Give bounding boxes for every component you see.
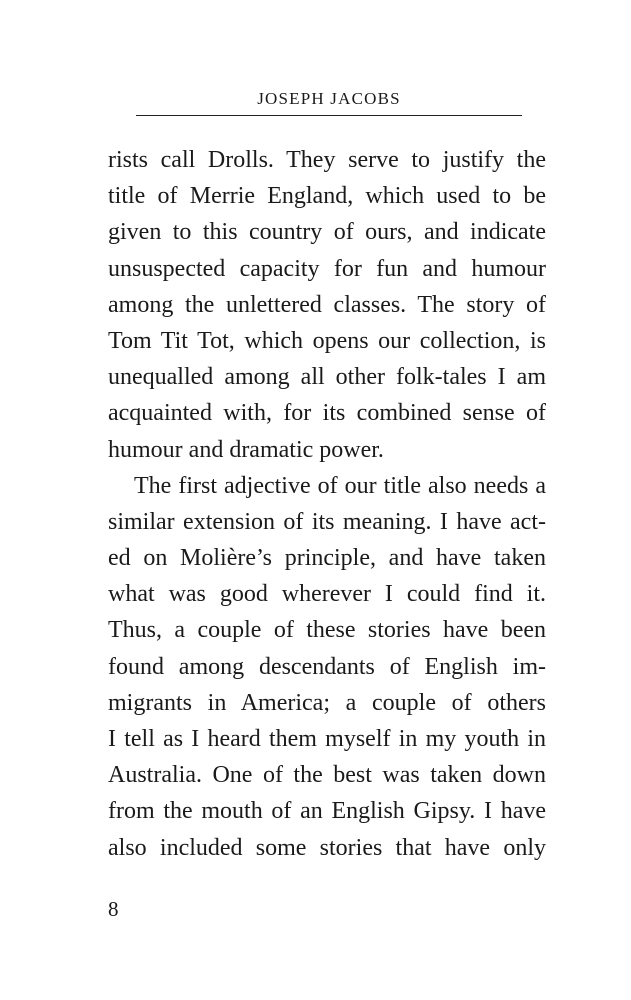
text-line: from the mouth of an English Gipsy. I have: [108, 798, 546, 825]
paragraph-first-line: The first adjective of our title also needs a: [134, 472, 546, 499]
running-head: JOSEPH JACOBS: [257, 89, 401, 108]
text-line: unequalled among all other folk-tales I am: [108, 364, 546, 391]
text-line: I tell as I heard them myself in my youth in: [108, 726, 546, 752]
text-line: migrants in America; a couple of others: [108, 689, 546, 716]
text-line: found among descendants of English im-: [108, 653, 546, 680]
text-line: what was good wherever I could find it.: [108, 581, 546, 608]
header-rule: [136, 115, 522, 116]
text-line: title of Merrie England, which used to be: [108, 183, 546, 210]
text-line: unsuspected capacity for fun and humour: [108, 255, 546, 282]
text-line: given to this country of ours, and indicate: [108, 219, 546, 246]
text-line: similar extension of its meaning. I have act-: [108, 508, 546, 535]
text-line: Thus, a couple of these stories have been: [108, 617, 546, 644]
text-line: humour and dramatic power.: [108, 436, 384, 463]
text-line: ed on Molière’s principle, and have taken: [108, 545, 546, 572]
body-text: [108, 142, 546, 866]
text-line: among the unlettered classes. The story of: [108, 291, 546, 318]
text-line: Tom Tit Tot, which opens our collection, is: [108, 327, 546, 354]
text-line: also included some stories that have only: [108, 834, 546, 861]
page-number: 8: [108, 897, 119, 921]
text-line: Australia. One of the best was taken down: [108, 762, 546, 789]
text-line: rists call Drolls. They serve to justify the: [108, 147, 546, 173]
text-line: acquainted with, for its combined sense of: [108, 400, 546, 427]
